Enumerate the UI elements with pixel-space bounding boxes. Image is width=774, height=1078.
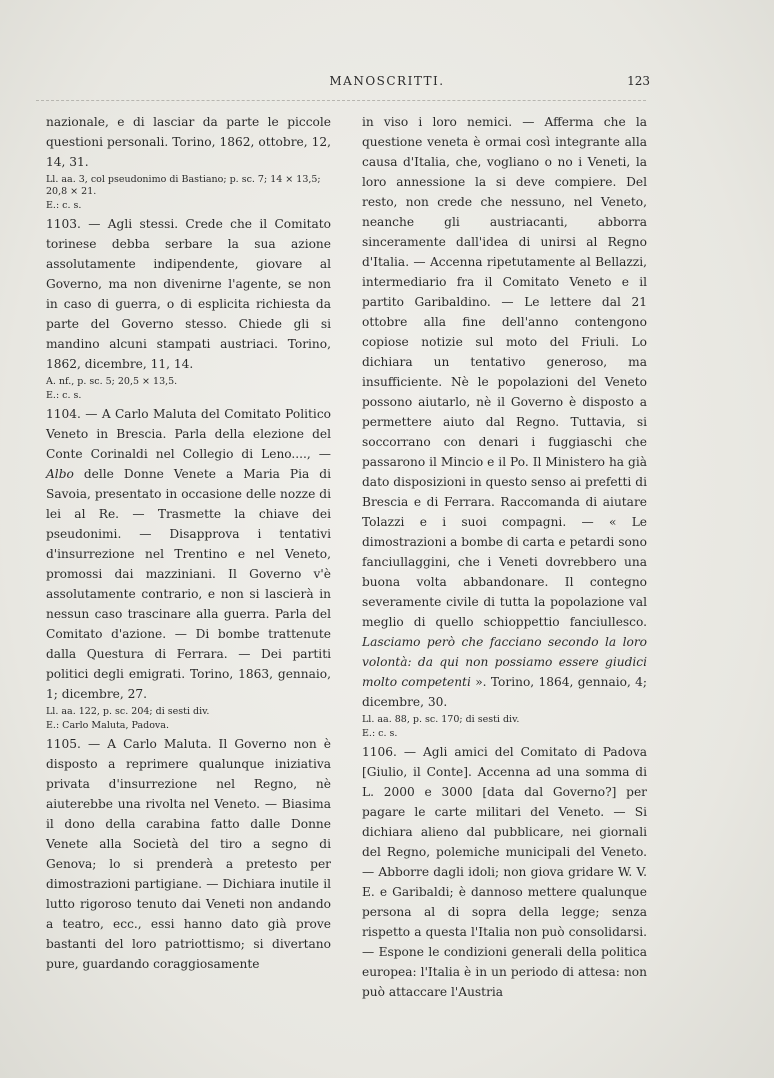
entry-1104-italic: Albo [46,467,74,481]
entry-note: E.: Carlo Maluta, Padova. [46,720,169,731]
running-title: MANOSCRITTI. [329,74,445,88]
entry-note: E.: c. s. [46,200,82,211]
entry-1105-end: ». Torino, 1864, gennaio, 4; dicembre, 30. [362,675,648,709]
entry-1104-text: 1104. — A Carlo Maluta del Comitato Politico Veneto in Brescia. Parla della elezione del Conte Corinaldi nel Collegio di Leno...., — [46,407,331,461]
left-column [46,112,331,976]
entry-1106: 1106. — Agli amici del Comitato di Padova [Giulio, il Conte]. Accenna ad una somma di L. 2000 e 3000 [data dal Governo?] per pagare le carte militari del Veneto. — Si dichiara alieno dal pubblicare, nei giornali del Regno, polemiche municipali del Veneto. — Abborre dagli idoli; non giova gridare W. V. E. e Garibaldi; è dannoso mettere qualunque persona al di sopra della legge; senza rispetto a questa l'Italia non può consolidarsi. — Espone le condizioni generali della politica europea: l'Italia è in un periodo di attesa: non può attaccare l'Austria [362,745,647,999]
entry-1105: 1105. — A Carlo Maluta. Il Governo non è disposto a reprimere qualunque iniziativa privata d'insurrezione nel Regno, nè aiuterebbe una rivolta nel Veneto. — Biasima il dono della carabina fatto dalle Donne Venete alla Società del tiro a segno di Genova; lo si prenderà a pretesto per dimostrazioni partigiane. — Dichiara inutile il lutto rigoroso tenuto dai Veneti non andando a teatro, ecc., essi hanno dato già prove bastanti del loro patriottismo; si divertano pure, guardando coraggiosamente [46,737,331,971]
entry-1104 [46,404,331,704]
entry-note: A. nf., p. sc. 5; 20,5 × 13,5. [46,376,178,387]
header-rule [36,100,646,101]
entry-1104-rest: delle Donne Venete a Maria Pia di Savoia, presentato in occasione delle nozze di lei al Re. — Trasmette la chiave dei pseudonimi. — Disapprova i tentativi d'insurrezione nel Trentino e nel Veneto, promossi dai mazziniani. Il Governo v'è assolutamente contrario, e non si lascierà in nessun caso trascinare alla guerra. Parla del Comitato d'azione. — Di bombe trattenute dalla Questura di Ferrara. — Dei partiti politici degli emigrati. Torino, 1863, gennaio, 1; dicembre, 27. [46,467,331,701]
running-head [0,74,774,94]
entry-1105-cont-text: in viso i loro nemici. — Afferma che la questione veneta è ormai così integrante alla causa d'Italia, che, vogliano o no i Veneti, la loro annessione la si deve compiere. Del resto, non crede che nessuno, nel Veneto, neanche gli austriacanti, abborra sinceramente dall'idea di unirsi al Regno d'Italia. — Accenna ripetutamente al Bellazzi, intermediario fra il Comitato Veneto e il partito Garibaldino. — Le lettere dal 21 ottobre alla fine dell'anno contengono copiose notizie sul moto del Friuli. Lo dichiara un tentativo generoso, ma insufficiente. Nè le popolazioni del Veneto possono aiutarlo, nè il Governo è disposto a permettere aiuto dal Regno. Tuttavia, si soccorrano con denari i fuggiaschi che passarono il Mincio e il Po. Il Ministero ha già dato disposizioni in questo senso ai prefetti di Brescia e di Ferrara. Raccomanda di aiutare Tolazzi e i suoi compagni. — « Le dimostrazioni a bombe di carta e petardi sono fanciullaggini, che i Veneti dovrebbero una buona volta abbandonare. Il contegno severamente civile di tutta la popolazione val meglio di quello schioppettio fanciullesco. [362,115,647,629]
entry-note: Ll. aa. 122, p. sc. 204; di sesti div. [46,706,210,717]
entry-note: E.: c. s. [362,728,398,739]
entry-1103: 1103. — Agli stessi. Crede che il Comitato torinese debba serbare la sua azione assolutamente indipendente, giovare al Governo, ma non divenirne l'agente, se non in caso di guerra, o di esplicita richiesta da parte del Governo stesso. Chiede gli si mandino alcuni stampati austriaci. Torino, 1862, dicembre, 11, 14. [46,217,331,371]
entry-note: Ll. aa. 3, col pseudonimo di Bastiano; p. sc. 7; 14 × 13,5; 20,8 × 21. [46,174,321,197]
entry-note: Ll. aa. 88, p. sc. 170; di sesti div. [362,714,520,725]
page-number: 123 [627,74,650,88]
entry-1105-italic: Lasciamo però che facciano secondo la loro volontà: da qui non possiamo essere giudici molto competenti [362,635,647,689]
entry-note: E.: c. s. [46,390,82,401]
right-column [362,112,647,1004]
entry-continued-text: nazionale, e di lasciar da parte le piccole questioni personali. Torino, 1862, ottobre, 12, 14, 31. [46,115,331,169]
entry-1105-continued [362,112,647,712]
